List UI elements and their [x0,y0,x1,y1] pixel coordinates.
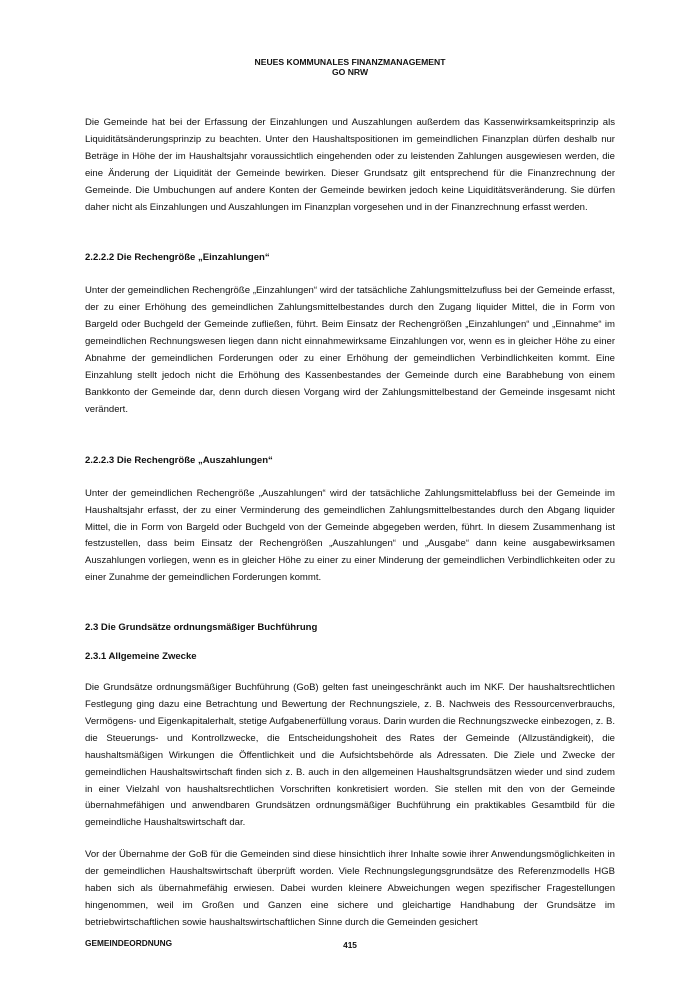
heading-2-2-2-3: 2.2.2.3 Die Rechengröße „Auszahlungen“ [85,454,273,466]
heading-2-3: 2.3 Die Grundsätze ordnungsmäßiger Buchführung [85,622,318,634]
paragraph-intro: Die Gemeinde hat bei der Erfassung der Einzahlungen und Auszahlungen außerdem das Kassenwirksamkeitsprinzip als Liquiditätsänderungsprinzip zu beachten. Unter den Haushaltspositionen im gemeindlichen Finanzplan dürfen deshalb nur Beträge in Höhe der im Haushaltsjahr voraussichtlich eingehenden oder zu leistenden Zahlungen ausgewiesen werden, die eine Änderung der Liquidität der Gemeinde bewirken. Dieser Grundsatz gilt entsprechend für die Finanzrechnung der Gemeinde. Die Umbuchungen auf andere Konten der Gemeinde bewirken jedoch keine Liquiditätsveränderung. Sie dürfen daher nicht als Einzahlungen und Auszahlungen im Finanzplan vorgesehen und in der Finanzrechnung erfasst werden. [85,117,615,213]
paragraph-zwecke: Die Grundsätze ordnungsmäßiger Buchführung (GoB) gelten fast uneingeschränkt auch im NKF. Der haushaltsrechtlichen Festlegung ging dazu eine Betrachtung und Bewertung der Rechnungsziele, z. B. Nachweis des Ressourcenverbrauchs, Vermögens- und Eigenkapitalerhalt, stetige Aufgabenerfüllung voraus. Darin wurden die Rechnungszwecke einbezogen, z. B. die Steuerungs- und Kontrollzwecke, die Entscheidungshoheit des Rates der Gemeinde (Allzuständigkeit), die haushaltsmäßigen Wirkungen die Öffentlichkeit und die Aufsichtsbehörde als Adressaten. Die Ziele und Zwecke der gemeindlichen Haushaltswirtschaft finden sich z. B. auch in den allgemeinen Haushaltsgrundsätzen wieder und sind zudem in einer Vielzahl von haushaltsrechtlichen Vorschriften konkretisiert worden. Sie stellen mit den von der Gemeinde übernahmefähigen und anwendbaren Grundsätzen ordnungsmäßiger Buchführung ein praktikables Gesamtbild für die gemeindliche Haushaltswirtschaft dar. [85,682,615,829]
page-header [0,57,700,77]
paragraph-einzahlungen: Unter der gemeindlichen Rechengröße „Einzahlungen“ wird der tatsächliche Zahlungsmittelzufluss bei der Gemeinde erfasst, der zu einer Erhöhung des gemeindlichen Zahlungsmittelbestandes durch den Zugang liquider Mittel, die in Form von Bargeld oder Buchgeld der Gemeinde zufließen, führt. Beim Einsatz der Rechengrößen „Einzahlungen“ und „Einnahme“ im gemeindlichen Rechnungswesen liegen dann nicht einnahmewirksame Einzahlungen vor, wenn es in gleicher Höhe zu einer Abnahme der gemeindlichen Forderungen oder zu einer Erhöhung der gemeindlichen Verbindlichkeiten kommt. Eine Einzahlung stellt jedoch nicht die Erhöhung des Kassenbestandes der Gemeinde durch eine Barabhebung von einem Bankkonto der Gemeinde dar, denn durch diesen Vorgang wird der Zahlungsmittelbestand der Gemeinde insgesamt nicht verändert. [85,285,615,415]
footer-section-label: GEMEINDEORDNUNG [85,938,173,948]
header-subtitle: GO NRW [331,67,369,77]
paragraph-uebernahme: Vor der Übernahme der GoB für die Gemeinden sind diese hinsichtlich ihrer Inhalte sowie ihrer Anwendungsmöglichkeiten in der gemeindlichen Haushaltswirtschaft überprüft worden. Viele Rechnungslegungsgrundsätze des Referenzmodells HGB haben sich als übernahmefähig erwiesen. Dabei wurden kleinere Abweichungen wegen spezifischer Fragestellungen hingenommen, weil im Großen und Ganzen eine sichere und gleichartige Handhabung der Grundsätze im betriebwirtschaftlichen sowie haushaltswirtschaftlichen Sinne durch die Gemeinden gesichert [85,849,615,928]
header-title: NEUES KOMMUNALES FINANZMANAGEMENT [254,57,446,67]
paragraph-auszahlungen: Unter der gemeindlichen Rechengröße „Auszahlungen“ wird der tatsächliche Zahlungsmittelabfluss bei der Gemeinde im Haushaltsjahr erfasst, der zu einer Verminderung des gemeindlichen Zahlungsmittelbestandes durch den Abgang liquider Mittel, die in Form von Bargeld oder Buchgeld von der Gemeinde abgegeben werden, führt. In diesem Zusammenhang ist festzustellen, dass beim Einsatz der Rechengrößen „Auszahlungen“ und „Ausgabe“ dann keine ausgabewirksamen Auszahlungen vorliegen, wenn es in gleicher Höhe zu einer zu einer Minderung der gemeindlichen Verbindlichkeiten oder zu einer Zunahme der gemeindlichen Forderungen kommt. [85,487,615,584]
page-number: 415 [343,940,357,950]
heading-2-3-1: 2.3.1 Allgemeine Zwecke [85,651,197,663]
heading-2-2-2-2: 2.2.2.2 Die Rechengröße „Einzahlungen“ [85,252,270,264]
page-body [85,115,615,932]
